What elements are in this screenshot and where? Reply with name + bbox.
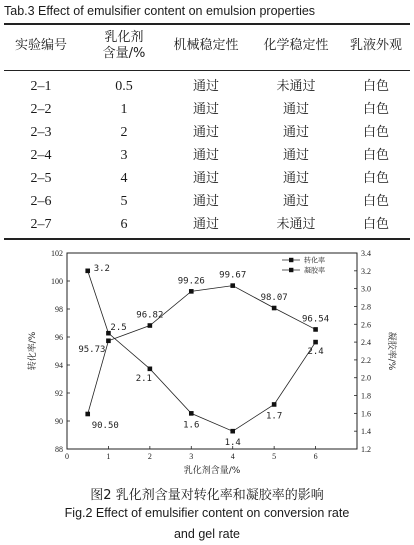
table-row	[0, 76, 414, 98]
y-tick-label-right: 3.4	[361, 249, 371, 258]
cell-chemical: 未通过	[276, 79, 316, 94]
y-tick-label-right: 3.2	[361, 266, 371, 276]
y-tick-label-right: 3.0	[361, 284, 371, 294]
x-tick-label: 6	[313, 452, 318, 461]
conversion-rate-point	[313, 327, 318, 332]
cell-chemical: 未通过	[276, 217, 316, 232]
header-emulsifier-content	[92, 30, 156, 62]
cell-content: 5	[120, 194, 128, 209]
cell-id: 2–2	[30, 102, 52, 117]
y-tick-label-left: 94	[55, 361, 63, 370]
table-row	[0, 214, 414, 236]
cell-chemical: 通过	[282, 148, 309, 163]
cell-mechanical: 通过	[192, 194, 219, 209]
x-axis-title: 乳化剂含量/%	[183, 466, 241, 476]
header-emulsifier-content-line2: 含量/%	[102, 46, 146, 61]
x-tick-label: 5	[272, 452, 277, 461]
conversion-rate-label: 90.50	[91, 421, 119, 431]
cell-content: 4	[120, 171, 128, 186]
gel-rate-point	[272, 402, 277, 407]
cell-content: 2	[120, 125, 128, 140]
gel-rate-point	[230, 429, 235, 434]
cell-content: 0.5	[115, 79, 133, 94]
y-tick-label-left: 90	[55, 417, 63, 426]
y-tick-label-left: 92	[55, 389, 63, 398]
y-tick-label-right: 1.2	[361, 445, 371, 454]
gel-rate-point	[313, 340, 318, 345]
x-tick-label: 3	[189, 452, 194, 461]
cell-id: 2–7	[30, 217, 52, 232]
table-row	[0, 191, 414, 213]
legend-gel-marker	[289, 268, 293, 272]
legend-conversion-label: 转化率	[304, 256, 325, 265]
cell-id: 2–1	[30, 79, 52, 94]
gel-rate-point	[148, 367, 153, 372]
conversion-rate-point	[148, 323, 153, 328]
cell-mechanical: 通过	[192, 102, 219, 117]
cell-id: 2–5	[30, 171, 52, 186]
cell-appearance: 白色	[362, 125, 389, 140]
cell-appearance: 白色	[362, 102, 389, 117]
x-tick-label: 4	[230, 452, 235, 461]
conversion-rate-label: 98.07	[260, 293, 288, 304]
y-tick-label-right: 2.8	[361, 302, 371, 312]
y-tick-label-right: 2.6	[361, 320, 371, 330]
conversion-rate-point	[85, 412, 90, 417]
gel-rate-label: 1.7	[266, 411, 283, 422]
cell-chemical: 通过	[282, 194, 309, 209]
gel-rate-label: 2.4	[307, 347, 324, 358]
y-tick-label-right: 2.4	[361, 338, 371, 348]
cell-mechanical: 通过	[192, 148, 219, 163]
figure-caption-cn: 图2 乳化剂含量对转化率和凝胶率的影响	[90, 488, 324, 503]
cell-id: 2–4	[30, 148, 52, 163]
y-axis-title-right: 凝胶率/%	[386, 331, 396, 371]
y-tick-label-left: 98	[55, 305, 63, 314]
cell-appearance: 白色	[362, 217, 389, 232]
y-tick-label-left: 96	[55, 333, 63, 342]
header-mechanical-stability: 机械稳定性	[173, 38, 239, 53]
conversion-rate-point	[189, 289, 194, 294]
figure-caption-en-line2: and gel rate	[173, 527, 241, 541]
header-appearance: 乳液外观	[349, 38, 402, 53]
gel-rate-label: 2.1	[135, 373, 152, 384]
cell-chemical: 通过	[282, 125, 309, 140]
gel-rate-label: 1.4	[224, 438, 241, 449]
y-tick-label-left: 100	[51, 277, 63, 286]
gel-rate-label: 3.2	[93, 263, 110, 274]
table-row	[0, 145, 414, 167]
y-tick-label-right: 1.8	[361, 391, 371, 401]
gel-rate-point	[85, 269, 90, 274]
table-header-rule	[4, 70, 410, 71]
legend-conversion-marker	[289, 258, 293, 262]
table-row	[0, 99, 414, 121]
table-row	[0, 122, 414, 144]
conversion-gel-chart	[0, 240, 414, 480]
conversion-rate-label: 99.67	[219, 270, 247, 281]
cell-appearance: 白色	[362, 79, 389, 94]
cell-id: 2–6	[30, 194, 52, 209]
cell-mechanical: 通过	[192, 217, 219, 232]
cell-mechanical: 通过	[192, 171, 219, 186]
table-top-rule	[4, 23, 410, 25]
table-row	[0, 168, 414, 190]
header-experiment-no: 实验编号	[14, 38, 67, 53]
gel-rate-label: 1.6	[183, 420, 200, 431]
header-chemical-stability: 化学稳定性	[263, 38, 329, 53]
y-tick-label-right: 2.2	[361, 355, 371, 365]
cell-mechanical: 通过	[192, 79, 219, 94]
cell-chemical: 通过	[282, 102, 309, 117]
cell-id: 2–3	[30, 125, 52, 140]
conversion-rate-label: 95.73	[78, 344, 106, 355]
conversion-rate-line	[88, 286, 316, 414]
y-tick-label-right: 1.4	[361, 427, 371, 437]
legend-gel-label: 凝胶率	[304, 266, 325, 275]
y-tick-label-right: 1.6	[361, 409, 371, 419]
conversion-rate-point	[230, 283, 235, 288]
cell-appearance: 白色	[362, 194, 389, 209]
conversion-rate-point	[106, 338, 111, 343]
cell-mechanical: 通过	[192, 125, 219, 140]
y-tick-label-right: 2.0	[361, 373, 371, 383]
cell-chemical: 通过	[282, 171, 309, 186]
conversion-rate-label: 96.82	[136, 310, 164, 321]
table-caption: Tab.3 Effect of emulsifier content on emulsion properties	[4, 4, 316, 18]
cell-content: 1	[120, 102, 128, 117]
conversion-rate-point	[272, 306, 277, 311]
cell-appearance: 白色	[362, 171, 389, 186]
conversion-rate-label: 96.54	[302, 314, 330, 325]
conversion-rate-label: 99.26	[177, 276, 205, 287]
x-tick-label: 0	[65, 452, 69, 461]
x-tick-label: 1	[106, 452, 111, 461]
cell-content: 6	[120, 217, 128, 232]
figure-caption-en-line1: Fig.2 Effect of emulsifier content on conversion rate	[64, 506, 350, 520]
cell-appearance: 白色	[362, 148, 389, 163]
x-tick-label: 2	[147, 452, 152, 461]
gel-rate-label: 2.5	[110, 323, 127, 334]
gel-rate-point	[189, 411, 194, 416]
cell-content: 3	[120, 148, 128, 163]
header-emulsifier-content-line1: 乳化剂	[104, 30, 144, 45]
y-tick-label-left: 102	[51, 249, 63, 258]
y-axis-title-left: 转化率/%	[28, 331, 38, 371]
y-tick-label-left: 88	[55, 445, 63, 454]
